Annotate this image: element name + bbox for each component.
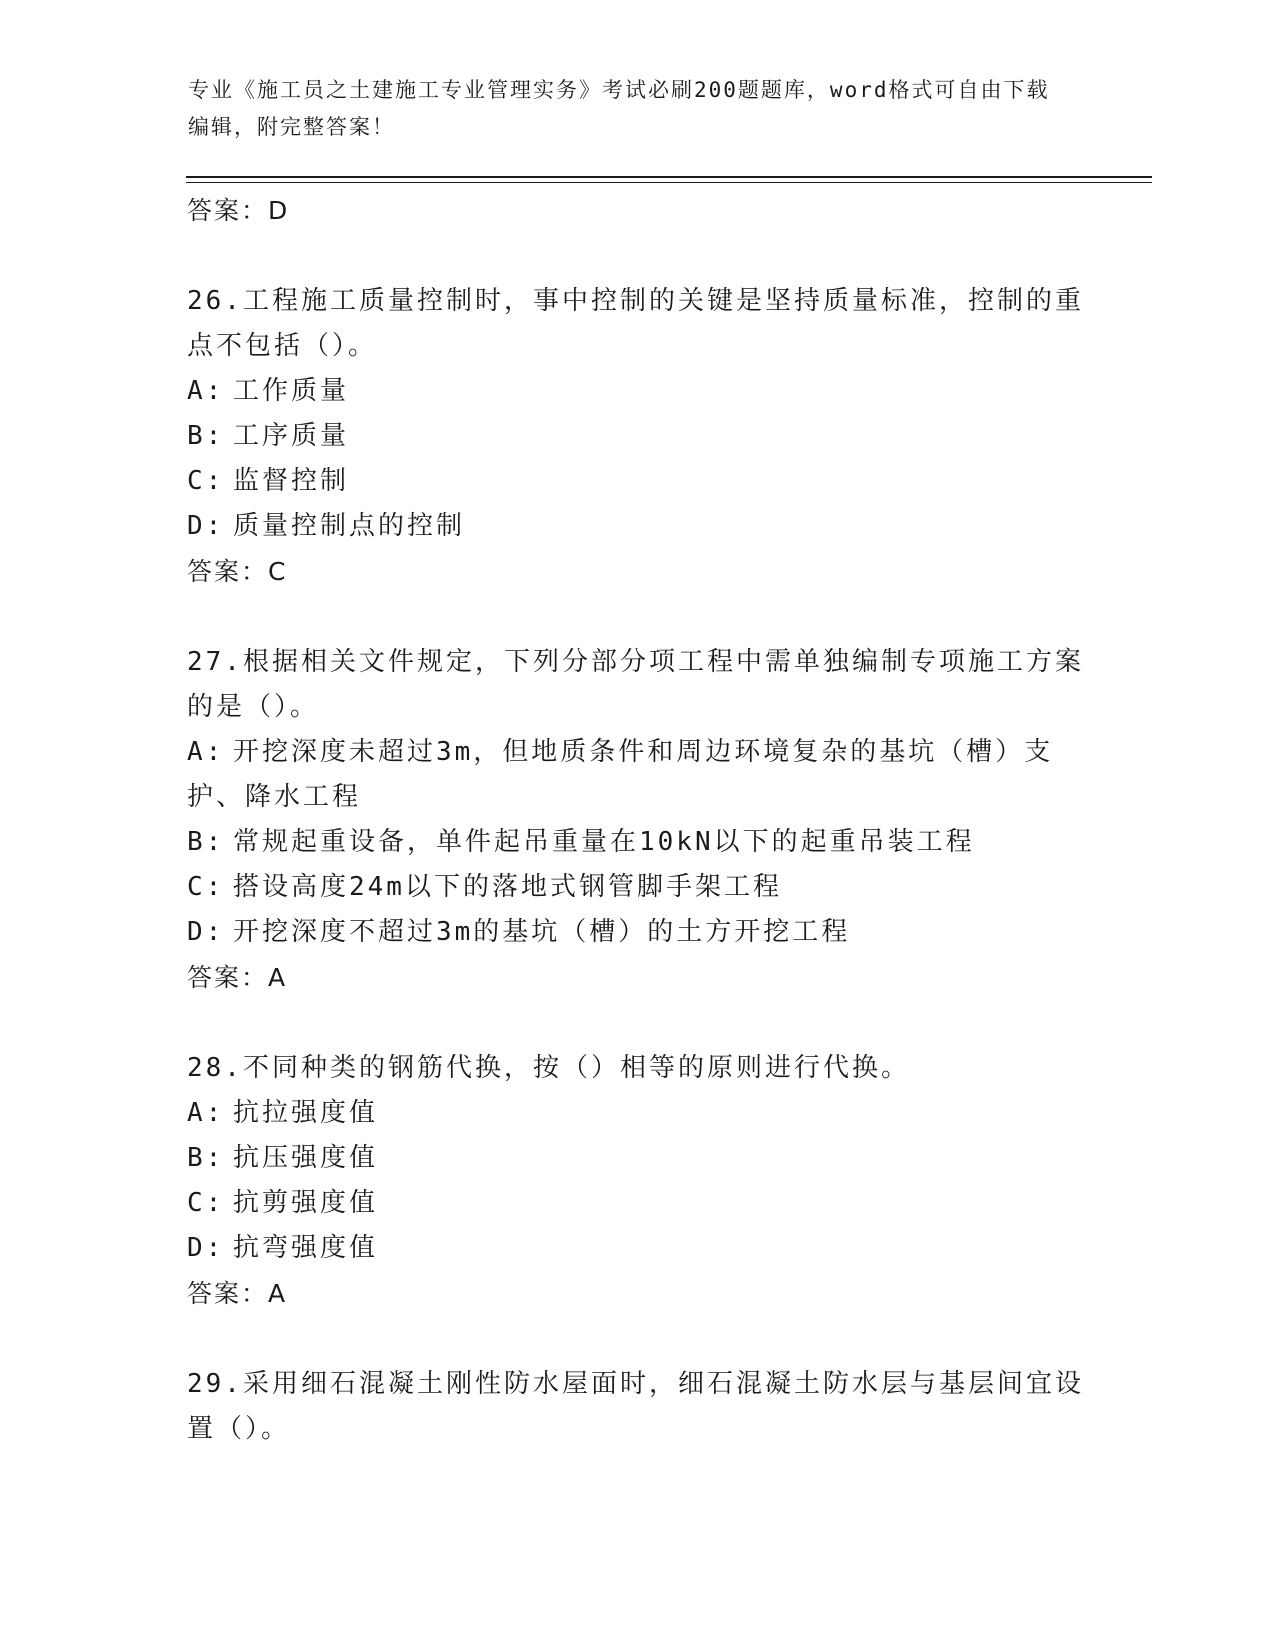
option-letter: D:: [187, 511, 225, 541]
option-c: [187, 459, 1087, 504]
answer-line: 答案：A: [187, 1279, 288, 1308]
option-letter: A:: [187, 737, 225, 767]
option-letter: B:: [187, 1143, 225, 1173]
header-divider-thick: [186, 176, 1152, 178]
option-letter: B:: [187, 421, 225, 451]
option-letter: B:: [187, 827, 225, 857]
option-text: 搭设高度24m以下的落地式钢管脚手架工程: [233, 872, 782, 902]
answer-line: 答案：C: [187, 557, 288, 586]
option-letter: A:: [187, 376, 225, 406]
option-text: 开挖深度不超过3m的基坑（槽）的土方开挖工程: [233, 917, 851, 947]
page-header: 专业《施工员之土建施工专业管理实务》考试必刷200题题库，word格式可自由下载编辑，附完整答案！: [188, 78, 1050, 139]
option-c: [187, 1181, 1087, 1226]
option-text: 工序质量: [233, 421, 350, 451]
question-text: 27.根据相关文件规定，下列分部分项工程中需单独编制专项施工方案的是（）。: [187, 647, 1084, 722]
header-divider-thin: [186, 182, 1152, 183]
option-letter: D:: [187, 917, 225, 947]
option-b: [187, 1136, 1087, 1181]
question-block: [187, 279, 1087, 594]
option-d: [187, 910, 1087, 955]
option-d: [187, 1226, 1087, 1271]
option-letter: C:: [187, 1188, 225, 1218]
question-block: [187, 640, 1087, 1000]
question-block: [187, 1362, 1087, 1452]
answer-line: 答案：D: [187, 196, 290, 225]
option-text: 抗弯强度值: [233, 1233, 379, 1263]
option-text: 开挖深度未超过3m，但地质条件和周边环境复杂的基坑（槽）支护、降水工程: [187, 737, 1054, 812]
option-text: 抗压强度值: [233, 1143, 379, 1173]
option-text: 常规起重设备，单件起吊重量在10kN以下的起重吊装工程: [233, 827, 975, 857]
answer-line: 答案：A: [187, 963, 288, 992]
option-b: [187, 820, 1087, 865]
option-letter: D:: [187, 1233, 225, 1263]
option-b: [187, 414, 1087, 459]
option-d: [187, 504, 1087, 549]
option-text: 监督控制: [233, 466, 350, 496]
option-text: 抗拉强度值: [233, 1098, 379, 1128]
option-a: [187, 369, 1087, 414]
option-letter: C:: [187, 872, 225, 902]
option-a: [187, 730, 1087, 820]
question-text: 29.采用细石混凝土刚性防水屋面时，细石混凝土防水层与基层间宜设置（）。: [187, 1369, 1084, 1444]
option-c: [187, 865, 1087, 910]
question-block: [187, 1046, 1087, 1316]
option-a: [187, 1091, 1087, 1136]
option-letter: A:: [187, 1098, 225, 1128]
option-text: 质量控制点的控制: [233, 511, 466, 541]
option-letter: C:: [187, 466, 225, 496]
option-text: 抗剪强度值: [233, 1188, 379, 1218]
question-text: 28.不同种类的钢筋代换，按（）相等的原则进行代换。: [187, 1053, 910, 1083]
question-list: [187, 188, 1087, 1452]
option-text: 工作质量: [233, 376, 350, 406]
question-text: 26.工程施工质量控制时，事中控制的关键是坚持质量标准，控制的重点不包括（）。: [187, 286, 1084, 361]
